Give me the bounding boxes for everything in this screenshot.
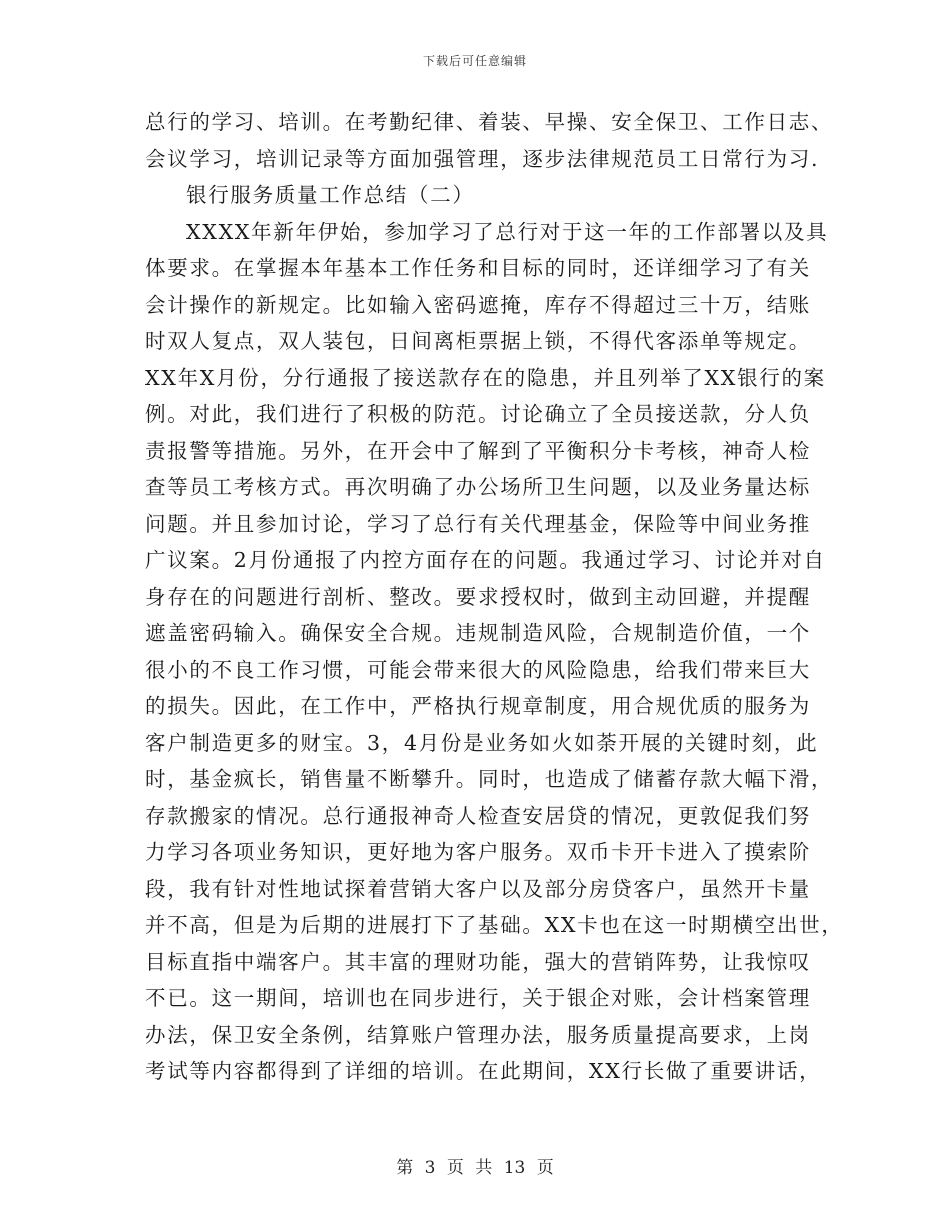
text-line: 时双人复点，双人装包，日间离柜票据上锁，不得代客添单等规定。 (145, 329, 811, 353)
text-line: 体要求。在掌握本年基本工作任务和目标的同时，还详细学习了有关 (145, 256, 811, 280)
text-line: 广议案。2月份通报了内控方面存在的问题。我通过学习、讨论并对自 (145, 548, 826, 572)
text-line: 段，我有针对性地试探着营销大客户以及部分房贷客户，虽然开卡量 (145, 876, 811, 901)
text-line: 很小的不良工作习惯，可能会带来很大的风险隐患，给我们带来巨大 (145, 657, 811, 682)
text-line: 总行的学习、培训。在考勤纪律、着装、早操、安全保卫、工作日志、 (145, 110, 834, 134)
text-line: 力学习各项业务知识，更好地为客户服务。双币卡开卡进入了摸索阶 (145, 840, 811, 864)
text-line: 问题。并且参加讨论，学习了总行有关代理基金，保险等中间业务推 (145, 511, 811, 536)
text-line: 目标直指中端客户。其丰富的理财功能，强大的营销阵势，让我惊叹 (145, 949, 811, 974)
text-line: 办法，保卫安全条例，结算账户管理办法，服务质量提高要求，上岗 (145, 1022, 811, 1047)
section-heading: 银行服务质量工作总结（二） (186, 183, 475, 207)
text-line: 遮盖密码输入。确保安全合规。违规制造风险，合规制造价值，一个 (145, 621, 811, 645)
text-line: 查等员工考核方式。再次明确了办公场所卫生问题，以及业务量达标 (145, 475, 811, 499)
text-line: 的损失。因此，在工作中，严格执行规章制度，用合规优质的服务为 (145, 694, 811, 718)
text-line: 时，基金疯长，销售量不断攀升。同时，也造成了储蓄存款大幅下滑， (145, 767, 834, 791)
document-body (145, 104, 844, 1090)
text-line: 责报警等措施。另外，在开会中了解到了平衡积分卡考核，神奇人检 (145, 438, 811, 463)
text-line: 会计操作的新规定。比如输入密码遮掩，库存不得超过三十万，结账 (145, 292, 811, 317)
text-line: 并不高，但是为后期的进展打下了基础。XX卡也在这一时期横空出世， (145, 913, 844, 937)
page-number-footer: 第 3 页 共 13 页 (396, 1158, 554, 1178)
text-line: 会议学习，培训记录等方面加强管理，逐步法律规范员工日常行为习. (145, 146, 820, 171)
text-line: XXXX年新年伊始，参加学习了总行对于这一年的工作部署以及具 (186, 219, 829, 244)
text-line: 不已。这一期间，培训也在同步进行，关于银企对账，会计档案管理 (145, 986, 811, 1010)
text-line: XX年X月份，分行通报了接送款存在的隐患，并且列举了XX银行的案 (145, 365, 826, 390)
text-line: 考试等内容都得到了详细的培训。在此期间，XX行长做了重要讲话， (145, 1059, 822, 1083)
text-line: 客户制造更多的财宝。3，4月份是业务如火如荼开展的关键时刻，此 (145, 730, 819, 755)
text-line: 存款搬家的情况。总行通报神奇人检查安居贷的情况，更敦促我们努 (145, 803, 811, 828)
page-header-note: 下载后可任意编辑 (422, 54, 527, 68)
text-line: 例。对此，我们进行了积极的防范。讨论确立了全员接送款，分人负 (145, 402, 811, 426)
text-line: 身存在的问题进行剖析、整改。要求授权时，做到主动回避，并提醒 (145, 584, 811, 609)
